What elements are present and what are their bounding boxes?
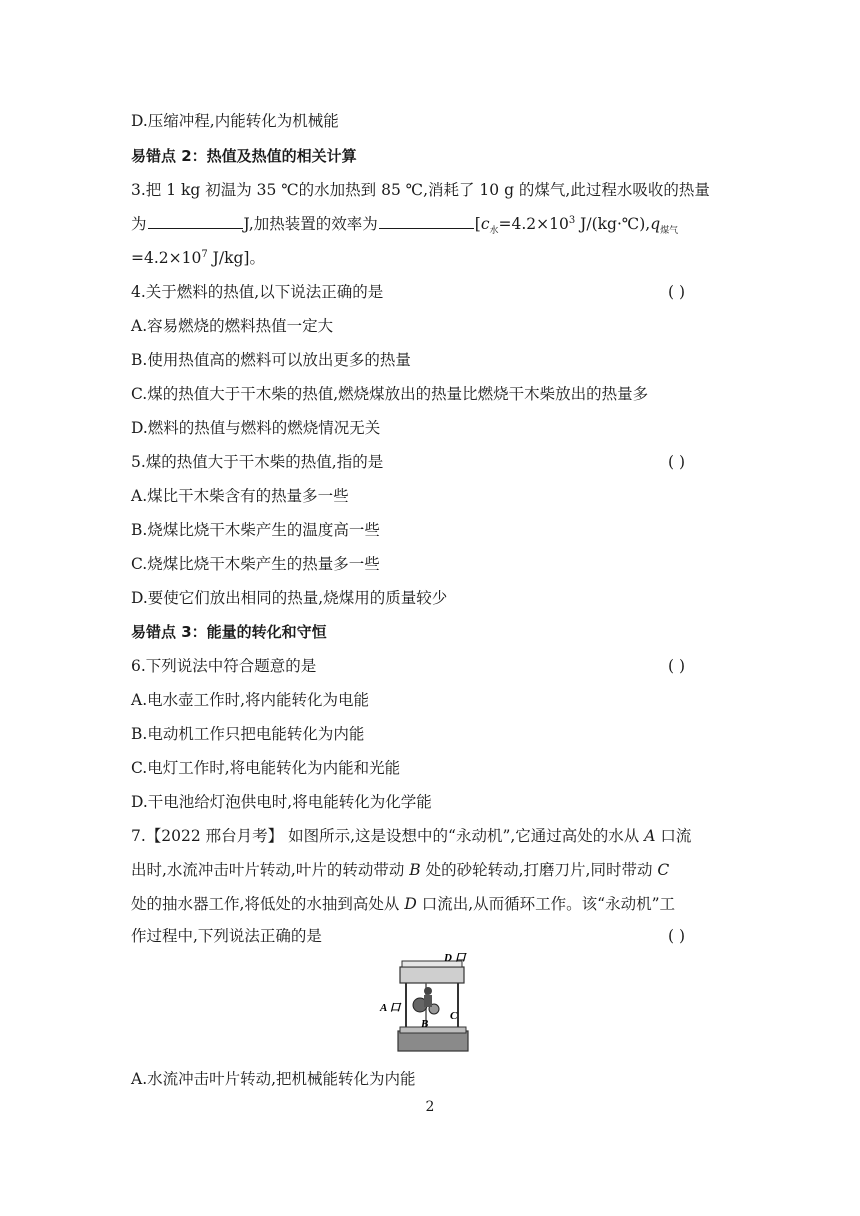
section-heading-2: 易错点 2：热值及热值的相关计算 [131,147,357,165]
q6-answer-paren: ( ) [668,657,686,675]
q5-answer-paren: ( ) [668,453,686,471]
worker-body [424,995,432,1007]
q4-stem: 4.关于燃料的热值,以下说法正确的是 [131,283,384,301]
q6-stem: 6.下列说法中符合题意的是 [131,657,317,675]
worker-head [424,987,432,995]
label-d-port: D 口 [444,953,466,964]
label-a-port: A 口 [380,1002,401,1014]
q4-answer-paren: ( ) [668,283,686,301]
q7-line-1: 7.【2022 邢台月考】 如图所示,这是设想中的“永动机”,它通过高处的水从 A 口流 [131,827,692,845]
q4-option-a: A.容易燃烧的燃料热值一定大 [131,317,334,335]
q6-option-a: A.电水壶工作时,将内能转化为电能 [131,691,370,709]
q6-option-d: D.干电池给灯泡供电时,将电能转化为化学能 [131,793,432,811]
q3-line-1: 3.把 1 kg 初温为 35 ℃的水加热到 85 ℃,消耗了 10 g 的煤气,此过程水吸收的热量 [131,181,710,199]
perpetual-motion-machine-figure [376,953,482,1057]
section-heading-3: 易错点 3：能量的转化和守恒 [131,623,327,641]
q5-option-d: D.要使它们放出相同的热量,烧煤用的质量较少 [131,589,448,607]
lower-tank-top [400,1027,466,1033]
page-number: 2 [425,1099,435,1115]
q7-answer-paren: ( ) [668,927,686,945]
q7-option-a: A.水流冲击叶片转动,把机械能转化为内能 [131,1070,416,1088]
q4-option-d: D.燃料的热值与燃料的燃烧情况无关 [131,419,381,437]
q6-option-c: C.电灯工作时,将电能转化为内能和光能 [131,759,401,777]
upper-tank [400,967,464,983]
answer-blank-1[interactable] [148,214,243,229]
q3-line-2: 为 J,加热装置的效率为 [$c_水=4.2\times 10^3$ $J/(kg\cdot℃),q_{煤气}$ [131,214,679,237]
q4-option-b: B.使用热值高的燃料可以放出更多的热量 [131,351,411,369]
q4-option-c: C.煤的热值大于干木柴的热值,燃烧煤放出的热量比燃烧干木柴放出的热量多 [131,385,649,403]
lower-tank [398,1031,468,1051]
answer-blank-2[interactable] [379,214,474,229]
q7-line-4: 作过程中,下列说法正确的是 [131,927,322,945]
q6-option-b: B.电动机工作只把电能转化为内能 [131,725,365,743]
q7-line-2: 出时,水流冲击叶片转动,叶片的转动带动 B 处的砂轮转动,打磨刀片,同时带动 C [131,861,670,879]
q5-stem: 5.煤的热值大于干木柴的热值,指的是 [131,453,384,471]
q5-option-b: B.烧煤比烧干木柴产生的温度高一些 [131,521,380,539]
q2-option-d: D.压缩冲程,内能转化为机械能 [131,112,339,130]
q5-option-a: A.煤比干木柴含有的热量多一些 [131,487,349,505]
q5-option-c: C.烧煤比烧干木柴产生的热量多一些 [131,555,380,573]
q3-line-3: $=4.2\times 10^7$ J/kg]。 [131,248,265,267]
label-b: B [421,1018,429,1030]
label-c: C [450,1010,458,1022]
q7-line-3: 处的抽水器工作,将低处的水抽到高处从 D 口流出,从而循环工作。该“永动机”工 [131,895,676,913]
